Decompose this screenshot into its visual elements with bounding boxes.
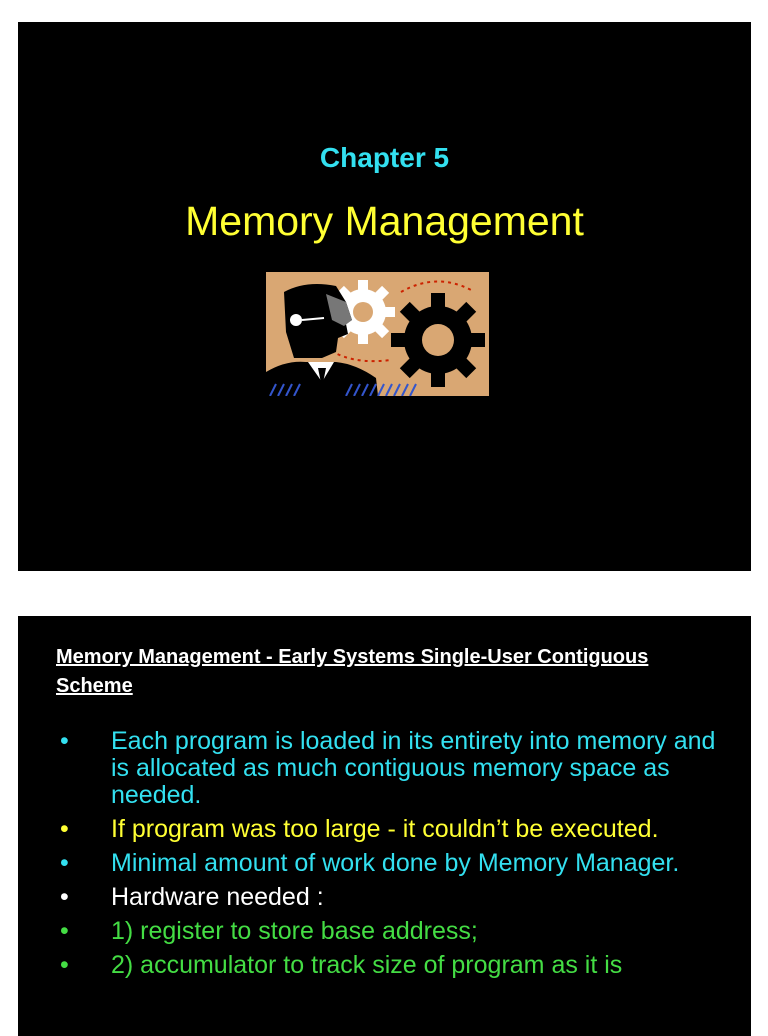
bullet-dot: •: [60, 727, 69, 755]
slide-heading: Memory Management - Early Systems Single-User Contiguous Scheme: [56, 646, 649, 697]
slide-content: [18, 616, 751, 1036]
bullet-item: [56, 884, 716, 911]
bullet-item: [56, 816, 716, 843]
bullet-text: Hardware needed :: [111, 883, 324, 911]
bullet-text: 1) register to store base address;: [111, 917, 478, 945]
bullet-dot: •: [60, 883, 69, 911]
bullet-text: Minimal amount of work done by Memory Manager.: [111, 849, 680, 877]
bullet-dot: •: [60, 849, 69, 877]
bullet-dot: •: [60, 815, 69, 843]
bullet-text: Each program is loaded in its entirety into memory and is allocated as much contiguous memory space as needed.: [111, 727, 716, 809]
bullet-item: [56, 952, 716, 979]
bullet-dot: •: [60, 917, 69, 945]
bullet-text: 2) accumulator to track size of program as it is: [111, 951, 623, 979]
bullet-list: [56, 728, 716, 986]
bullet-text: If program was too large - it couldn’t be executed.: [111, 815, 659, 843]
slide-title: [18, 22, 751, 571]
person-with-gears-icon: [266, 272, 489, 396]
bullet-item: [56, 728, 716, 809]
slide-main-title: Memory Management: [185, 198, 584, 244]
bullet-item: [56, 850, 716, 877]
chapter-label: Chapter 5: [319, 142, 450, 173]
bullet-dot: •: [60, 951, 69, 979]
bullet-item: [56, 918, 716, 945]
